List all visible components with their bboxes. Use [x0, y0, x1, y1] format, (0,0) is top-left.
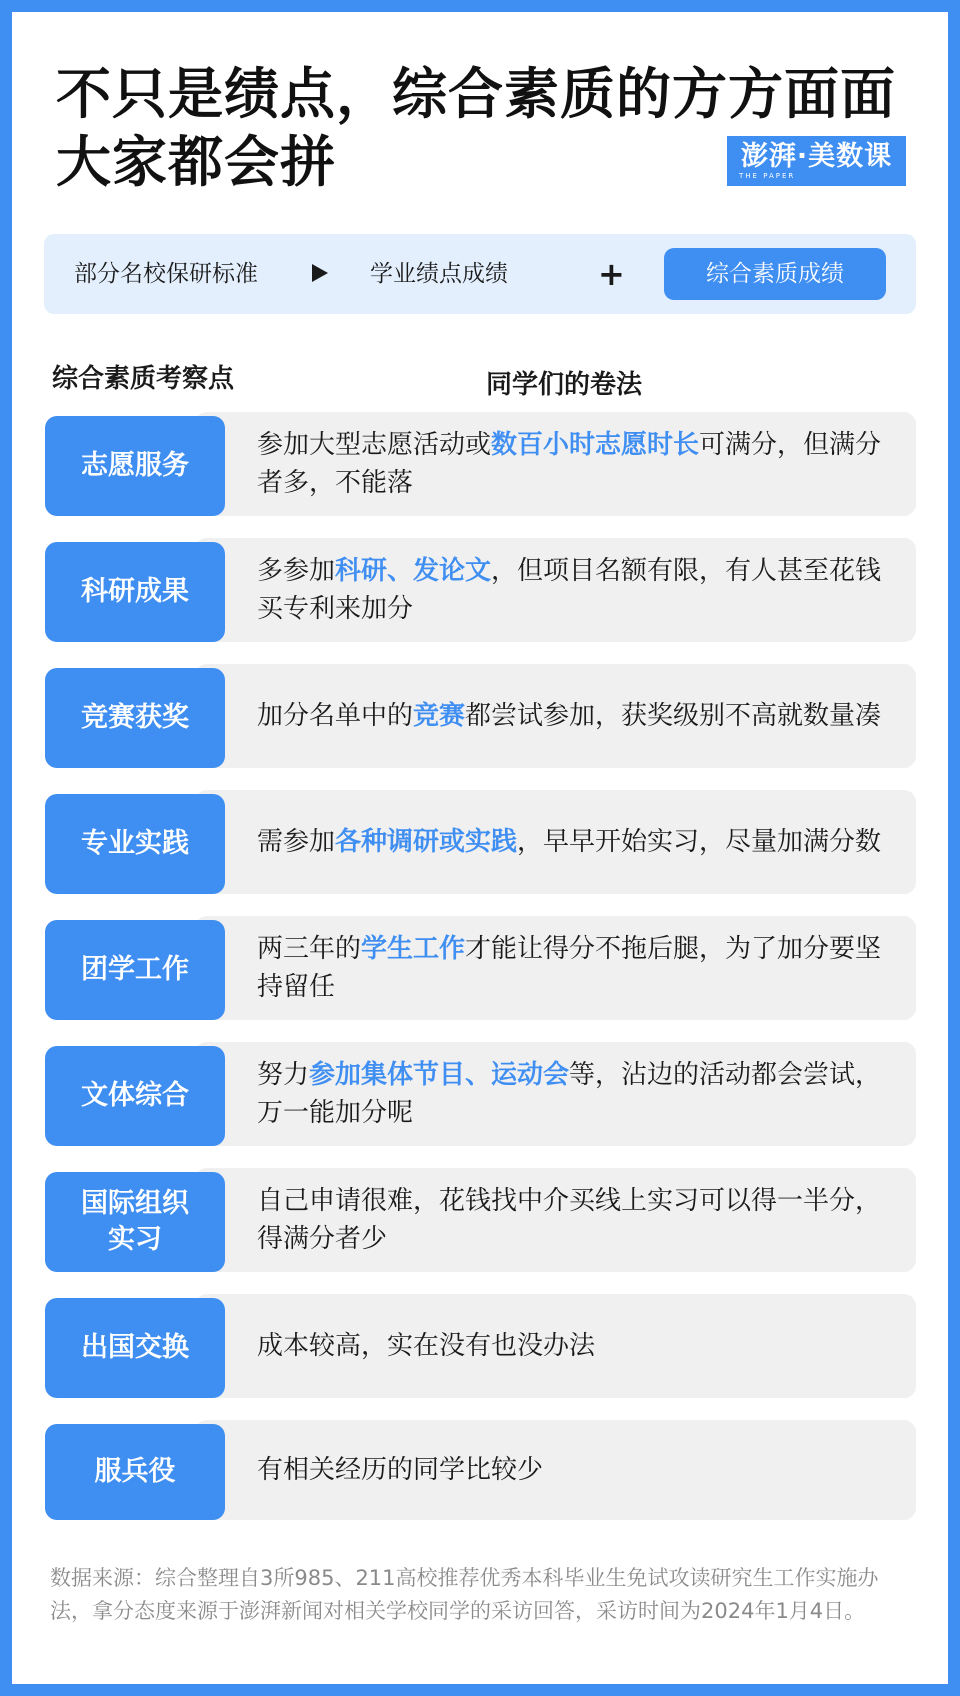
publisher-logo: [727, 136, 906, 186]
approach-text: [257, 1042, 904, 1146]
approach-text-post: 可满分，但满分者多，不能落: [257, 430, 882, 498]
criteria-label: [45, 920, 225, 1020]
criteria-row: [45, 1168, 916, 1272]
approach-text-pre: 加分名单中的: [257, 701, 414, 731]
approach-text-highlight: 各种调研或实践: [335, 827, 518, 857]
formula-quality-pill: 综合素质成绩: [664, 248, 886, 300]
approach-text-pre: 努力: [257, 1060, 310, 1090]
column-header-approach: 同学们的卷法: [486, 370, 643, 400]
criteria-row: [45, 790, 916, 894]
criteria-row: [45, 412, 916, 516]
criteria-label: [45, 542, 225, 642]
infographic-card: [12, 12, 948, 1684]
criteria-row: [45, 1294, 916, 1398]
criteria-row: [45, 916, 916, 1020]
criteria-label: [45, 794, 225, 894]
criteria-label: [45, 668, 225, 768]
play-arrow-icon: [312, 264, 328, 282]
criteria-label-text: 文体综合: [81, 1080, 189, 1111]
approach-text-pre: 需参加: [257, 827, 336, 857]
approach-text-highlight: 参加集体节目、运动会: [309, 1060, 570, 1090]
approach-text-highlight: 竞赛: [413, 701, 466, 731]
criteria-label-text: 服兵役: [94, 1456, 176, 1487]
logo-text: 澎湃·美数课: [740, 141, 893, 172]
approach-text-pre: 有相关经历的同学比较少: [257, 1455, 544, 1485]
criteria-label-text: 国际组织实习: [81, 1188, 189, 1255]
criteria-label-text: 竞赛获奖: [81, 702, 189, 733]
approach-text-post: 等，沾边的活动都会尝试，万一能加分呢: [257, 1060, 882, 1128]
approach-text-pre: 自己申请很难，花钱找中介买线上实习可以得一半分，得满分者少: [257, 1186, 882, 1254]
column-header-criteria: 综合素质考察点: [52, 364, 235, 394]
criteria-label-text: 出国交换: [81, 1332, 189, 1363]
criteria-label: [45, 1046, 225, 1146]
criteria-label: [45, 416, 225, 516]
criteria-row: [45, 1042, 916, 1146]
approach-text-highlight: 科研、发论文: [335, 556, 492, 586]
approach-text-post: 才能让得分不拖后腿，为了加分要坚持留任: [257, 934, 882, 1002]
criteria-list: [45, 412, 916, 1520]
approach-text-pre: 成本较高，实在没有也没办法: [257, 1331, 596, 1361]
criteria-row: [45, 1420, 916, 1520]
criteria-row: [45, 538, 916, 642]
data-source-note: 数据来源：综合整理自3所985、211高校推荐优秀本科毕业生免试攻读研究生工作实施办法，拿分态度来源于澎湃新闻对相关学校同学的采访回答，采访时间为2024年1月4日。: [50, 1566, 879, 1623]
approach-text-post: ，早早开始实习，尽量加满分数: [517, 827, 882, 857]
criteria-label-text: 团学工作: [81, 954, 189, 985]
criteria-label: [45, 1172, 225, 1272]
approach-text: [257, 664, 904, 768]
approach-text-pre: 多参加: [257, 556, 336, 586]
selection-formula: [44, 234, 916, 314]
plus-icon: +: [598, 255, 625, 293]
approach-text: [257, 790, 904, 894]
approach-text: [257, 412, 904, 516]
formula-criteria: 部分名校保研标准: [74, 261, 258, 287]
approach-text-pre: 参加大型志愿活动或: [257, 430, 492, 460]
criteria-label: [45, 1424, 225, 1520]
criteria-row: [45, 664, 916, 768]
approach-text-post: 都尝试参加，获奖级别不高就数量凑: [465, 701, 882, 731]
criteria-label-text: 志愿服务: [81, 450, 189, 481]
logo-subtext: THE PAPER: [739, 172, 796, 180]
page-title: 不只是绩点，综合素质的方方面面大家都会拼: [56, 62, 897, 194]
approach-text: [257, 1294, 904, 1398]
formula-gpa: 学业绩点成绩: [370, 261, 508, 287]
approach-text-highlight: 学生工作: [361, 934, 466, 964]
approach-text: [257, 1420, 904, 1520]
criteria-label: [45, 1298, 225, 1398]
approach-text: [257, 1168, 904, 1272]
criteria-label-text: 专业实践: [81, 828, 189, 859]
approach-text: [257, 538, 904, 642]
criteria-label-text: 科研成果: [81, 576, 189, 607]
approach-text: [257, 916, 904, 1020]
approach-text-post: ，但项目名额有限，有人甚至花钱买专利来加分: [257, 556, 882, 624]
approach-text-highlight: 数百小时志愿时长: [491, 430, 700, 460]
approach-text-pre: 两三年的: [257, 934, 362, 964]
